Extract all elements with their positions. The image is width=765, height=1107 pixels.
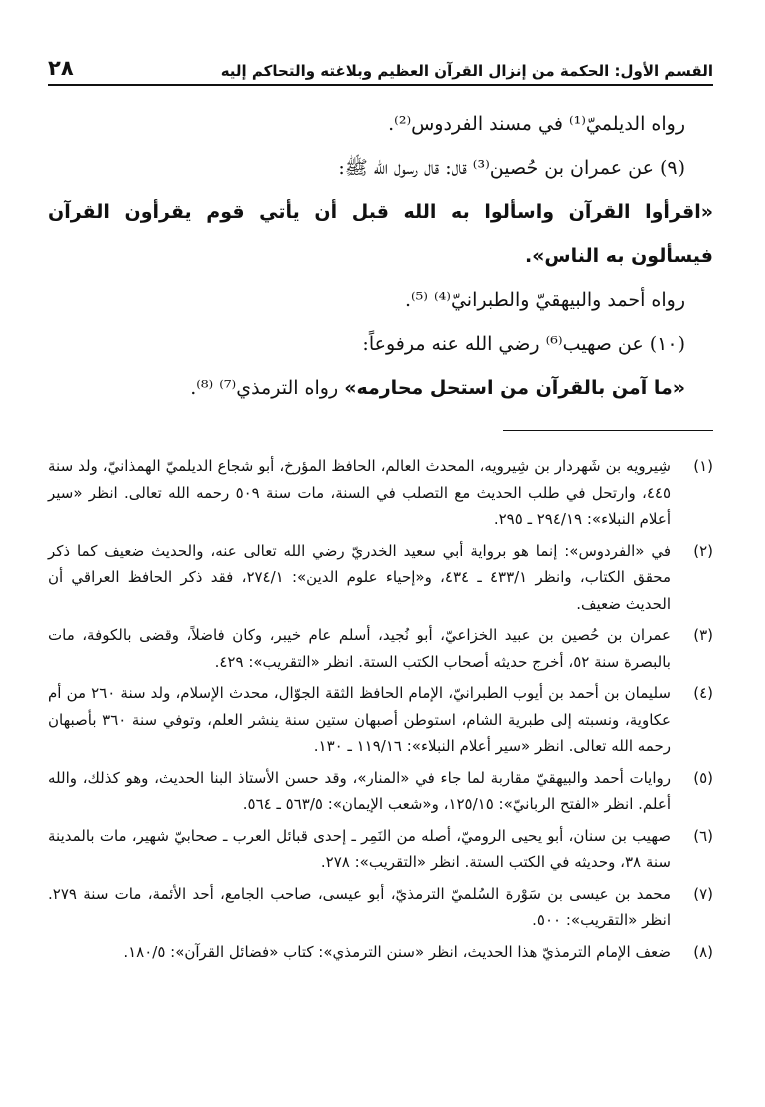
- footnote: [48, 538, 713, 618]
- footnote-number: (٧): [693, 884, 713, 903]
- running-header: [48, 46, 713, 80]
- footnotes: [48, 453, 713, 965]
- footnote-number: (٣): [693, 626, 713, 644]
- footnote-text: شِيرويه بن شَهردار بن شِيرويه، المحدث العالم، الحافظ المؤرخ، أبو شجاع الديلميّ الهمذانيّ، ولد سنة ٤٤٥، وارتحل في طلب الحديث مع التصلب في السنة، مات سنة ٥٠٩ رحمه الله تعالى. انظر «سير أعلام النبلاء»: ٢٩٤/١٩ ـ ٢٩٥.: [48, 457, 671, 528]
- header-rule: [48, 84, 713, 86]
- footnote-text: صهيب بن سنان، أبو يحيى الروميّ، أصله من النَمِر ـ إحدى قبائل العرب ـ صحابيّ شهير، مات بالمدينة سنة ٣٨، وحديثه في الكتب الستة. انظر «التقريب»: ٢٧٨.: [48, 826, 671, 871]
- book-page: [48, 46, 713, 1076]
- footnote-text: في «الفردوس»: إنما هو برواية أبي سعيد الخدريّ رضي الله تعالى عنه، والحديث ضعيف كما ذكر محقق الكتاب، وانظر ٤٣٣/١ ـ ٤٣٤، و«إحياء علوم الدين»: ٢٧٤/١، فقد ذكر الحافظ العراقي أن الحديث ضعيف.: [48, 541, 672, 613]
- hadith-9-intro: (٩) عن عمران بن حُصين⁽³⁾ قال: قال رسول الله ﷺ:: [338, 157, 685, 179]
- footnote-text: روايات أحمد والبيهقيّ مقاربة لما جاء في «المنار»، وقد حسن الأستاذ البنا الحديث، وهو كذلك، والله أعلم. انظر «الفتح الربانيّ»: ١٢٥/١٥، و«شعب الإيمان»: ٥٦٣/٥ ـ ٥٦٤.: [48, 768, 671, 813]
- footnote: [48, 939, 713, 966]
- paragraph-narration-2: رواه أحمد والبيهقيّ والطبرانيّ⁽⁴⁾ ⁽⁵⁾.: [404, 289, 685, 311]
- footnote-text: عمران بن حُصين بن عبيد الخزاعيّ، أبو نُجيد، أسلم عام خيبر، وكان فاضلاً، وقضى بالكوفة، مات بالبصرة سنة ٥٢، أخرج حديثه أصحاب الكتب الستة. انظر «التقريب»: ٤٢٩.: [48, 626, 671, 671]
- footnote-text: ضعف الإمام الترمذيّ هذا الحديث، انظر «سنن الترمذي»: كتاب «فضائل القرآن»: ١٨٠/٥.: [123, 942, 671, 961]
- footnote: [48, 823, 713, 876]
- hadith-9-text: «اقرأوا القرآن واسألوا به الله قبل أن يأتي قوم يقرأون القرآن فيسألون به الناس».: [48, 201, 713, 267]
- footnote-text: محمد بن عيسى بن سَوْرة السُلميّ الترمذيّ، أبو عيسى، صاحب الجامع، أحد الأئمة، مات سنة ٢٧٩. انظر «التقريب»: ٥٠٠.: [48, 884, 671, 929]
- paragraph-narration-1: رواه الديلميّ⁽¹⁾ في مسند الفردوس⁽²⁾.: [388, 113, 685, 135]
- footnote-number: (٤): [693, 684, 713, 702]
- page-number: ٢٨: [48, 56, 74, 80]
- footnote-number: (٦): [693, 826, 713, 845]
- main-text: [48, 102, 713, 410]
- footnote-number: (٥): [693, 768, 713, 787]
- footnote: [48, 680, 713, 760]
- hadith-10-text: «ما آمن بالقرآن من استحل محارمه»: [344, 377, 685, 399]
- hadith-10-intro: (١٠) عن صهيب⁽⁶⁾ رضي الله عنه مرفوعاً:: [362, 333, 685, 355]
- running-title: القسم الأول: الحكمة من إنزال القرآن العظيم وبلاغته والتحاكم إليه: [220, 62, 713, 80]
- footnote-separator: [503, 430, 713, 431]
- hadith-10-source: رواه الترمذي⁽⁷⁾ ⁽⁸⁾.: [190, 377, 345, 399]
- footnote-number: (٨): [693, 942, 713, 961]
- footnote: [48, 881, 713, 934]
- footnote: [48, 622, 713, 675]
- footnote-number: (١): [693, 457, 713, 475]
- hadith-10-line: [48, 366, 713, 410]
- footnote-text: سليمان بن أحمد بن أيوب الطبرانيّ، الإمام الحافظ الثقة الجوّال، محدث الإسلام، ولد سنة ٢٦٠ من أم عكاوية، ونسبته إلى طبرية الشام، استوطن أصبهان ستين سنة ينشر العلم، وتوفي سنة ٣٦٠ بأصبهان رحمه الله تعالى. انظر «سير أعلام النبلاء»: ١١٩/١٦ ـ ١٣٠.: [48, 684, 672, 755]
- footnote-number: (٢): [693, 541, 713, 560]
- footnote: [48, 453, 713, 533]
- footnote: [48, 765, 713, 818]
